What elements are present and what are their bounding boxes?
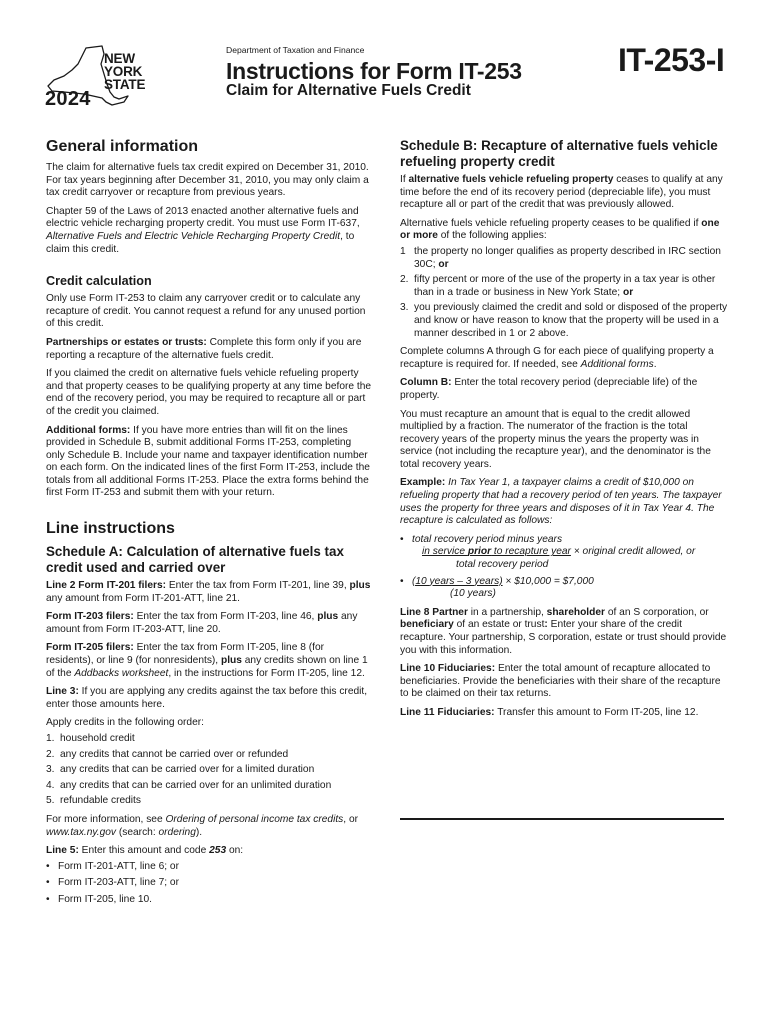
conditions-list bbox=[400, 246, 728, 340]
list-item: • Form IT-203-ATT, line 7; or bbox=[46, 877, 179, 889]
line8-paragraph: Line 8 Partner in a partnership, shareholder of an S corporation, or beneficiary of an estate or trust: Enter your share of the credit recapture. Your partnership, S corporation, estate or trust should provide you with this information. bbox=[400, 606, 727, 656]
schedule-b-heading: Schedule B: Recapture of alternative fuels vehicle refueling property credit bbox=[400, 138, 718, 169]
formula-list bbox=[400, 534, 728, 601]
nys-logo bbox=[44, 44, 156, 114]
credit-calc-heading: Credit calculation bbox=[46, 274, 152, 289]
logo-state-text: NEW YORK STATE bbox=[104, 51, 146, 92]
schedule-b-paragraph-2: Alternative fuels vehicle refueling property ceases to be qualified if one or more of the following applies: bbox=[400, 217, 720, 242]
list-item: 2. any credits that cannot be carried over or refunded bbox=[46, 748, 289, 760]
complete-columns-paragraph: Complete columns A through G for each piece of qualifying property a recapture is required for. If needed, see Additional forms. bbox=[400, 346, 714, 370]
example-paragraph: Example: In Tax Year 1, a taxpayer claims a credit of $10,000 on refueling property that had a recovery period of ten years. The taxpayer uses the property for three years and disposes of it in Tax Year 4. The recapture is calculated as follows: bbox=[400, 477, 722, 527]
list-item: 5. refundable credits bbox=[46, 795, 141, 807]
page-title: Instructions for Form IT-253 bbox=[226, 58, 522, 84]
line5-paragraph: Line 5: Enter this amount and code 253 on: bbox=[46, 845, 244, 857]
line2-paragraph: Line 2 Form IT-201 filers: Enter the tax from Form IT-201, line 39, plus any amount from Form IT-201-ATT, line 21. bbox=[46, 580, 371, 604]
list-item: • Form IT-205, line 10. bbox=[46, 893, 152, 905]
recapture-paragraph: You must recapture an amount that is equal to the credit allowed multiplied by a fraction. The numerator of the fraction is the total recovery years of the property minus the years the property was in service (not including the recapture year), and the denominator is the total recovery years. bbox=[400, 408, 711, 470]
left-column bbox=[46, 138, 372, 913]
formula-item: • total recovery period minus years in service prior to recapture year × original credit allowed, or total recovery period bbox=[400, 533, 696, 571]
list-item: 1 the property no longer qualifies as property described in IRC section 30C; or bbox=[400, 245, 721, 270]
general-info-heading: General information bbox=[46, 138, 199, 155]
list-item: 2. fifty percent or more of the use of the property in a tax year is other than in a trade or business in New York State; or bbox=[400, 274, 716, 298]
line11-paragraph: Line 11 Fiduciaries: Transfer this amount to Form IT-205, line 12. bbox=[400, 706, 699, 718]
apply-intro: Apply credits in the following order: bbox=[46, 717, 204, 729]
line10-paragraph: Line 10 Fiduciaries: Enter the total amount of recapture allocated to beneficiaries. Provide the beneficiaries with their share of the recapture to be claimed on their tax returns. bbox=[400, 663, 721, 700]
list-item: 3. you previously claimed the credit and sold or disposed of the property and know or have reason to know that the property will be used in a manner described in 1 or 2 above. bbox=[400, 302, 728, 339]
schedule-a-heading: Schedule A: Calculation of alternative fuels tax credit used and carried over bbox=[46, 544, 344, 576]
line3-paragraph: Line 3: If you are applying any credits against the tax before this credit, enter those amounts here. bbox=[46, 686, 368, 710]
right-column bbox=[400, 138, 728, 726]
apply-order-list bbox=[46, 733, 372, 808]
department-name: Department of Taxation and Finance bbox=[226, 45, 365, 55]
schedule-b-paragraph-1: If alternative fuels vehicle refueling property ceases to qualify at any time before the end of its recovery period (depreciable life), you must recapture all or part of the credit that was previously allowed. bbox=[400, 174, 723, 211]
list-item: 4. any credits that can be carried over for an unlimited duration bbox=[46, 779, 332, 791]
formula-item: • (10 years – 3 years) × $10,000 = $7,000 (10 years) bbox=[400, 575, 594, 600]
general-paragraph-1: The claim for alternative fuels tax credit expired on December 31, 2010. For tax years beginning after December 31, 2010, you may only claim a tax credit carryover or recapture from previous years. bbox=[46, 162, 369, 199]
form-id: IT-253-I bbox=[618, 42, 725, 78]
credit-paragraph-3: If you claimed the credit on alternative fuels vehicle refueling property and that property ceases to be qualifying property at any time before the end of the recovery period, you may be required to recapture all or part of the credit you claimed. bbox=[46, 368, 372, 417]
list-item: 3. any credits that can be carried over for a limited duration bbox=[46, 764, 315, 776]
list-item: 1. household credit bbox=[46, 733, 135, 744]
list-item: • Form IT-201-ATT, line 6; or bbox=[46, 860, 179, 872]
general-paragraph-2: Chapter 59 of the Laws of 2013 enacted another alternative fuels and electric vehicle recharging property credit. You must use Form IT-637, Alternative Fuels and Electric Vehicle Recharging Property Credit, to claim this credit. bbox=[46, 205, 360, 255]
line-instructions-heading: Line instructions bbox=[46, 520, 175, 538]
it203-paragraph: Form IT-203 filers: Enter the tax from Form IT-203, line 46, plus any amount from Form IT-203-ATT, line 20. bbox=[46, 611, 358, 635]
partnerships-paragraph: Partnerships or estates or trusts: Complete this form only if you are reporting a recapture of the alternative fuels credit. bbox=[46, 336, 362, 361]
logo-year: 2024 bbox=[45, 88, 91, 110]
line5-list bbox=[46, 861, 372, 907]
credit-paragraph-1: Only use Form IT-253 to claim any carryover credit or to calculate any recapture of credit. You cannot request a refund for any unused portion of this credit. bbox=[46, 293, 366, 330]
it205-paragraph: Form IT-205 filers: Enter the tax from Form IT-205, line 8 (for residents), or line 9 (for nonresidents), plus any credits shown on line 1 of the Addbacks worksheet, in the instructions for Form IT-205, line 12. bbox=[46, 642, 368, 679]
more-info-paragraph: For more information, see Ordering of personal income tax credits, or www.tax.ny.gov (search: ordering). bbox=[46, 813, 359, 838]
additional-forms-paragraph: Additional forms: If you have more entries than will fit on the lines provided in Schedule B, submit additional Forms IT-253, completing only Schedule B. Include your name and taxpayer identification number on each form. On the indicated lines of the first Form IT-253, include the totals from all additional Forms IT-253. Place the extra forms behind the first Form IT-253 and submit them with your return. bbox=[46, 424, 370, 499]
column-b-paragraph: Column B: Enter the total recovery period (depreciable life) of the property. bbox=[400, 377, 698, 401]
end-rule-divider bbox=[400, 818, 724, 820]
page-subtitle: Claim for Alternative Fuels Credit bbox=[226, 82, 471, 99]
